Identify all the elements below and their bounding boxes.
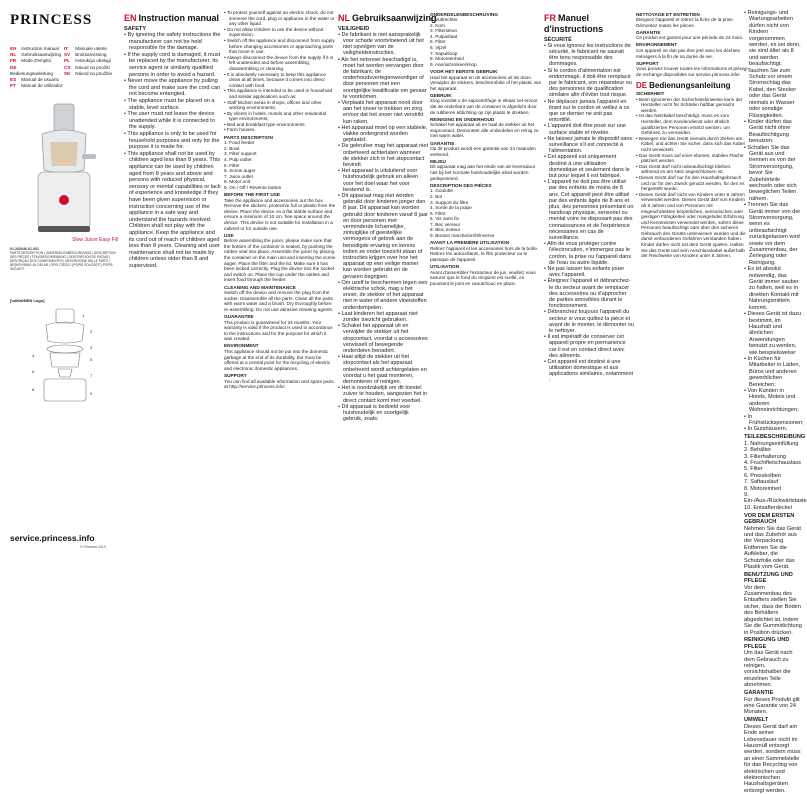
en-part-item: 4. Pulp outlet	[224, 156, 252, 162]
nl-guarantee-heading: GARANTIE	[430, 140, 455, 146]
nl-safety-item: • Het apparaat is uitsluitend voor huishoudelijk gebruik en alleen voor het doel waar het voor bestemd is.	[338, 168, 428, 193]
en-clean-text: Switch off the device and remove the plug from the socket. Disassemble all the parts. Clean all the parts with warm water and a brush. Dry thoroughly before re-assembling. Do not use abrasive cleaning agents.	[224, 290, 334, 312]
copyright-date: © Princess 2019	[80, 545, 106, 549]
de-safety-item: • Das Gerät darf nicht unbeaufsichtigt bleiben, während es am Netz angeschlossen ist.	[636, 164, 748, 175]
de-title: DE Bedienungsanleitung	[636, 80, 731, 90]
de-part-item: 10. Entsafterdeckel	[744, 504, 792, 511]
fr-de-column	[636, 10, 748, 570]
de-environment-heading: UMWELT	[744, 717, 769, 724]
en-guarantee-heading: GUARANTEE	[224, 313, 254, 319]
nl-use-heading: GEBRUIK	[430, 92, 452, 98]
language-label: Instrukcja obsługi	[74, 58, 111, 64]
de-part-item: 6. Presskolben	[744, 472, 782, 479]
fr-parts-heading: DESCRIPTION DES PIÈCES	[430, 182, 492, 188]
language-code: FR	[10, 58, 17, 64]
en-use-text: Before assembling the juicer, please make sure that the bottom of the container is sealed, by pushing the rubber seal into place. Assemble the juicer by placing the container on the main unit and inserting the screw auger. Place the filter and the lid. Make sure it has been locked correctly. Plug the device into the socket and switch on. Place the cup under the outlets and insert food through the feeder.	[224, 238, 336, 283]
language-label: Bedienungsanleitung	[10, 70, 53, 76]
language-item-sk	[64, 71, 118, 77]
language-label: Manual de usuario	[20, 77, 60, 83]
fr-support-heading: SUPPORT	[636, 60, 659, 66]
de-parts-list	[744, 440, 807, 511]
language-label: Gebruiksaanwijzing	[20, 52, 62, 58]
nl-safety-heading: VEILIGHEID	[338, 25, 370, 32]
nl-part-item: 6. Vijzel	[430, 45, 447, 51]
nl-environment-heading: MILIEU	[430, 158, 446, 164]
de-safety-item: • Ist das Netzkabel beschädigt, muss es vom Hersteller, dem Kundendienst oder ähnlich qualifizierten Personen ersetzt werden, um Gefahren zu vermeiden.	[636, 113, 748, 135]
en-part-item: 3. Filter support	[224, 151, 257, 157]
de-safety-item: • Es ist absolut notwendig, das Gerät immer sauber zu halten, weil es in direkten Kontakt mit Nahrungsmitteln kommt.	[744, 266, 802, 311]
brand-logo: PRINCESS	[10, 12, 93, 28]
de-safety-item: • Trennen Sie das Gerät immer von der Stromversorgung, wenn es unbeaufsichtigt zurückgelassen wird sowie vor dem Zusammenbau, der Zerlegung oder Reinigung.	[744, 202, 802, 266]
fr-safety-item: • Ne pas laisser les enfants jouer avec l'appareil.	[544, 266, 634, 278]
svg-text:6: 6	[32, 369, 35, 374]
language-label: Návod na použitie	[74, 70, 113, 76]
de-column-2	[744, 10, 807, 794]
language-item-pt	[10, 83, 64, 89]
en-before-heading: BEFORE THE FIRST USE	[224, 192, 280, 197]
fr-use-text: Avant d'assembler l'extracteur de jus, veuillez vous assurer que le fond du récipient est scellé, en poussant le joint en caoutchouc en place.	[430, 269, 536, 286]
svg-text:4: 4	[32, 353, 35, 358]
nl-before-text: Haal het apparaat en de accessoires uit de doos. Verwijder de stickers, beschermfolie of het plastic van het apparaat.	[430, 74, 542, 91]
language-code: ES	[10, 77, 17, 83]
fr-safety-list	[544, 43, 634, 384]
de-before-heading: VOR DEM ERSTEN GEBRAUCH	[744, 512, 795, 526]
language-code: SV	[64, 52, 71, 58]
nl-part-item: 1. Vultrechter	[430, 17, 458, 23]
fr-environment-text: Cet appareil ne doit pas être jeté avec les déchets ménagers à la fin de sa durée de vie.	[636, 48, 740, 59]
fr-safety-item: • Ne laissez jamais le dispositif sans surveillance s'il est connecté à l'alimentation.	[544, 136, 634, 155]
fr-safety-item: • Cet appareil est destiné à une utilisation domestique et aux applications similaires, notamment :	[544, 359, 634, 384]
de-safety-item: • In Küchen für Mitarbeiter in Läden, Büros und anderen gewerblichen Bereichen;	[744, 356, 802, 388]
fr-part-item: 3. Support du filtre	[430, 199, 469, 205]
de-part-item: 2. Behälter	[744, 447, 772, 454]
fr-support-text: Vous pouvez trouver toutes les informations et pièces de rechange disponibles sur service.princess.info!	[636, 66, 747, 77]
de-guarantee-heading: GARANTIE	[744, 690, 774, 697]
de-part-item: 4. Fruchtfleischauslass	[744, 459, 801, 466]
en-safety-item: • The user must not leave the device unattended while it is connected to the supply.	[124, 111, 221, 131]
fr-part-item: 2. Bol	[430, 193, 442, 199]
en-safety-item: • Never move the appliance by pulling the cord and make sure the cord can not become entangled.	[124, 78, 221, 98]
model-reference: 01.202046.01.001	[10, 247, 39, 251]
en-part-item: 7. Juice outlet	[224, 173, 253, 179]
fr-part-item: 8. Bloc moteur	[430, 227, 461, 233]
en-safety-list	[124, 32, 221, 269]
en-title: EN Instruction manual	[124, 13, 220, 23]
fr-part-item: 9. Bouton marche/arrêt/inverse	[430, 233, 495, 239]
language-code: PT	[10, 83, 16, 89]
de-safety-item: • Das Gerät muss auf einer ebenen, stabilen Fläche platziert werden.	[636, 153, 748, 164]
en-safety-item: • It is absolutely necessary to keep this appliance clean at all times, because it comes into direct contact with food.	[224, 72, 336, 89]
en-safety-list-continued	[224, 10, 336, 133]
parts-description-titles: PARTS DESCRIPTION | ONDERDELENBESCHRIJVING | DESCRIPTION DES PIÈCES | TEILEBESCHREIBUNG | DESCRIPCIÓN DE PIEZAS | DESCRIÇÃO DOS COMPONENTES | DESCRIZIONE DELLE PARTI | BESKRIVNING AV DELAR | OPIS CZĘŚCI | POPIS SOUČÁSTÍ | POPIS SÚČASTÍ	[10, 251, 116, 272]
nl-safety-item: • Schakel het apparaat uit en verwijder de stekker uit het stopcontact, voordat u accessoires verwisselt of bewegende onderdelen benadert.	[338, 323, 428, 354]
nl-parts-list	[430, 17, 542, 67]
fr-safety-item: • Éteignez l'appareil et débranchez-le du secteur avant de remplacer des accessoires ou d'approcher de parties amovibles durant le fonctionnement.	[544, 278, 634, 309]
cover-panel	[0, 0, 122, 575]
fr-safety-item: • Débranchez toujours l'appareil du secteur si vous quittez la pièce et avant de le monter, le démonter ou le nettoyer.	[544, 309, 634, 334]
nl-parts-heading: ONDERDELENBESCHRIJVING	[430, 11, 498, 17]
svg-text:8: 8	[32, 387, 35, 392]
language-code: EN	[10, 46, 17, 51]
nl-part-item: 4. Pulpuitlaat	[430, 33, 458, 39]
fr-clean-text: Éteignez l'appareil et retirez la fiche de la prise. Démontez toutes les pièces.	[636, 17, 735, 28]
fr-environment-heading: ENVIRONNEMENT	[636, 42, 678, 48]
language-code: IT	[64, 46, 69, 51]
de-safety-item: • Dieses Gerät darf nicht von Kindern unter 8 Jahren verwendet werden. Dieses Gerät darf von Kindern ab 8 Jahren und von Personen mit eingeschränkten körperlichen, sensorischen oder geistigen Fähigkeiten oder mangelnder Erfahrung und Kenntnissen verwendet werden, sofern diese Personen beaufsichtigt oder über den sicheren Gebrauch des Geräts unterwiesen wurden und die damit verbundenen Gefahren verstanden haben. Kinder dürfen nicht mit dem Gerät spielen. Halten Sie das Gerät und sein Anschlusskabel außerhalb der Reichweite von Kindern unter 8 Jahren.	[636, 192, 748, 259]
website-url[interactable]: service.princess.info	[10, 533, 95, 543]
fr-part-item: 5. Filtre	[430, 210, 446, 216]
de-part-item: 1. Nahrungseinfüllung	[744, 440, 799, 447]
language-item-de	[10, 65, 64, 77]
en-before-text: Take the appliance and accessories out the box. Remove the stickers, protective foil or plastic from the device. Place the device on a flat stable surface and ensure a minimum of 10 cm. free space around the device. This device is not suitable for installation in a cabinet or for outside use.	[224, 197, 336, 231]
de-safety-item: • Kinder dürfen das Gerät nicht ohne Beaufsichtigung benutzen.	[744, 119, 802, 145]
en-safety-item: • The appliance must be placed on a stable, level surface.	[124, 98, 221, 111]
de-environment-text: Dieses Gerät darf am Ende seiner Lebensdauer nicht im Hausmüll entsorgt werden, sondern muss an einer Sammelstelle für das Recycling von elektrischen und elektronischen Haushaltsgeräten entsorgt werden.	[744, 723, 801, 794]
nl-safety-item: • Om uzelf te beschermen tegen een elektrische schok, mag u het snoer, de stekker of het apparaat niet in water of andere vloeistoffen onderdompelen.	[338, 280, 428, 311]
de-safety-item: • Beim Ignorieren der Sicherheitshinweise kann der Hersteller nicht für Schäden haftbar gemacht werden.	[636, 97, 748, 114]
nl-column-2	[430, 10, 542, 570]
nl-safety-item: • Laat kinderen het apparaat niet zonder toezicht gebruiken.	[338, 311, 428, 323]
language-code: PL	[64, 58, 70, 64]
nl-part-item: 5. Filter	[430, 39, 446, 45]
fr-title: FR Manuel d'instructions	[544, 13, 604, 34]
de-safety-item: • Dieses Gerät ist dazu bestimmt, im Haushalt und ähnlichen Anwendungen benutzt zu werden, wie beispielsweise:	[744, 311, 802, 356]
svg-text:7: 7	[90, 373, 93, 378]
fr-column-1	[544, 10, 634, 570]
nl-before-heading: VOOR HET EERSTE GEBRUIK	[430, 68, 498, 74]
de-safety-item: • In Gutshäusern.	[744, 426, 802, 432]
de-clean-text: Um das Gerät nach dem Gebrauch zu reinigen, vorsichtshalber die einzelnen Teile abnehmen.	[744, 650, 793, 689]
en-safety-item: • Bed and breakfast type environments.	[224, 122, 336, 128]
svg-text:1: 1	[82, 313, 85, 318]
nl-safety-item: • Dit apparaat is bedoeld voor huishoudelijk en soortgelijk gebruik, zoals:	[338, 404, 428, 423]
language-label: Mode d'emploi	[20, 58, 52, 64]
nl-title: NL Gebruiksaanwijzing	[338, 13, 437, 23]
language-code: NL	[10, 52, 17, 58]
de-part-item: 7. Saftauslauf	[744, 479, 779, 486]
en-safety-item: • By ignoring the safety instructions the manufacturer can not be held responsible for the damage.	[124, 32, 221, 52]
de-safety-item: • Tauchen Sie zum Schutz vor einem Stromschlag das Kabel, den Stecker oder das Gerät niemals in Wasser oder sonstige Flüssigkeiten.	[744, 68, 802, 119]
svg-text:9: 9	[90, 391, 93, 396]
de-part-item: 9. Ein-/Aus-/Rückwärtstaste	[744, 491, 807, 505]
nl-safety-item: • Het apparaat moet op een stabiele, vlakke ondergrond worden geplaatst.	[338, 125, 428, 144]
nl-part-item: 8. Motoreenheid	[430, 56, 464, 62]
nl-safety-item: • Verplaats het apparaat nooit door aan het snoer te trekken en zorg ervoor dat het snoer niet verstrikt kan raken.	[338, 100, 428, 125]
de-part-item: 3. Filterhalterung	[744, 453, 786, 460]
svg-text:2: 2	[90, 329, 93, 334]
en-safety-item: • Do not allow children to use the device without supervision.	[224, 27, 336, 38]
nl-clean-heading: REINIGING EN ONDERHOUD	[430, 116, 495, 122]
en-support-heading: SUPPORT	[224, 372, 247, 378]
fr-use-heading: UTILISATION	[430, 264, 460, 270]
de-safety-item: • Bewegen Sie das Gerät niemals durch Ziehen am Kabel, und achten Sie sicher, dass sich das Kabel nicht verwickelt.	[636, 136, 748, 153]
en-parts-heading: PARTS DESCRIPTION	[224, 134, 273, 140]
nl-safety-item: • De fabrikant is niet aansprakelijk voor schade voortvloeiend uit het niet opvolgen van de veiligheidsinstructies.	[338, 32, 428, 57]
en-safety-item: • This appliance shall not be used by children aged less than 8 years. This appliance can be used by children aged from 8 years and above and persons with reduced physical, sensory or mental capabilities or lack of experience and knowledge if they have been given supervision or instruction concerning use of the appliance in a safe way and understand the hazards involved. Children shall not play with the appliance. Keep the appliance and its cord out of reach of children aged less than 8 years. Cleaning and user maintenance shall not be made by children unless older than 8 and supervised.	[124, 151, 221, 270]
en-safety-item: • Staff kitchen areas in shops, offices and other working environments;	[224, 100, 336, 111]
parts-description-banner	[10, 247, 122, 272]
fr-part-item: 7. Bec verseur	[430, 221, 461, 227]
nl-safety-item: • Als het netsnoer beschadigd is, moet het worden vervangen door de fabrikant, de onderhoudsvertegenwoordiger of door personen met een soortgelijke kwalificatie om gevaar te voorkomen.	[338, 57, 428, 100]
nl-safety-item: • Dit apparaat mag niet worden gebruikt door kinderen jonger dan 8 jaar. Dit apparaat kan worden gebruikt door kinderen vanaf 8 jaar en door personen met verminderde lichamelijke, zintuiglijke of geestelijke vermogens of gebrek aan de benodigde ervaring en kennis indien ze onder toezicht staan of instructies krijgen over hoe het apparaat op een veilige manier kan worden gebruikt en de gevaren begrijpen.	[338, 193, 428, 280]
de-safety-item: • In Frühstückspensionen;	[744, 414, 802, 427]
nl-safety-item: • De gebruiker mag het apparaat niet onbeheerd achterlaten wanneer de stekker zich in het stopcontact bevindt.	[338, 143, 428, 168]
en-part-item: 2. Bowl	[224, 145, 240, 151]
en-safety-item: • Always disconnect the device from the supply if it is left unattended and before assembling, disassembling or cleaning.	[224, 55, 336, 72]
fr-parts-list	[430, 188, 542, 238]
en-safety-item: • Farm houses.	[224, 127, 336, 133]
nl-part-item: 9. Aan/uit/omkeerknop	[430, 61, 477, 67]
en-use-heading: USE	[224, 232, 234, 238]
en-guarantee-text: This product is guaranteed for 24 months. Your warranty is valid if the product is used in accordance to the instructions and for the purpose for which it was created.	[224, 319, 333, 342]
fr-safety-item: • Il est impératif de conserver cet appareil propre en permanence car il est en contact direct avec des aliments.	[544, 334, 634, 359]
diagram-label: [\u00a0NEN Logo]	[10, 298, 45, 303]
en-part-item: 1. Food feeder	[224, 140, 255, 146]
fr-safety-item: • Afin de vous protéger contre l'électrocution, n'immergez pas le cordon, la prise ou l'appareil dans de l'eau ou autre liquide.	[544, 241, 634, 266]
language-label: Návod na použití	[74, 64, 110, 70]
exploded-parts-diagram	[12, 305, 120, 405]
fr-before-heading: AVANT LA PREMIÈRE UTILISATION	[430, 240, 509, 246]
fr-safety-item: • L'appareil ne doit pas être utilisé par des enfants de moins de 8 ans. Cet appareil peut être utilisé par des enfants âgés de 8 ans et plus, des personnes présentant un handicap physique, sensoriel ou mental voire ne disposant pas des connaissances et de l'expérience nécessaires en cas de surveillance.	[544, 179, 634, 241]
en-column-2	[224, 10, 336, 570]
nl-part-item: 3. Filtersteun	[430, 28, 458, 34]
en-safety-item: • Switch off the appliance and disconnect from supply before changing accessories or approaching parts that move in use.	[224, 38, 336, 55]
de-use-text: Vor dem Zusammenbau des Entsafters stellen Sie sicher, dass der Boden des Behälters abgedichtet ist, indem Sie die Gummidichtung in Position drücken.	[744, 584, 802, 636]
en-environment-heading: ENVIRONMENT	[224, 343, 259, 349]
fr-guarantee-heading: GARANTIE	[636, 29, 661, 35]
de-guarantee-text: Für dieses Produkt gilt eine Garantie von 24 Monaten.	[744, 696, 800, 716]
fr-safety-heading: SÉCURITÉ	[544, 36, 572, 43]
nl-part-item: 2. Kom	[430, 22, 445, 28]
language-label: Manual de utilizador	[20, 83, 63, 89]
de-safety-heading: SICHERHEIT	[636, 91, 665, 97]
en-parts-list	[224, 140, 336, 190]
fr-safety-item: • Ne déplacez jamais l'appareil en tirant sur le cordon et veillez à ce que ce dernier ne soit pas entortillé.	[544, 99, 634, 124]
de-safety-item: • Reinigungs- und Wartungsarbeiten dürfen nicht von Kindern vorgenommen werden, es sei denn, sie sind älter als 8 und werden beaufsichtigt.	[744, 10, 802, 68]
fr-part-item: 1. Goulotte	[430, 188, 453, 194]
de-safety-item: • Schalten Sie das Gerät aus und trennen es von der Stromversorgung, bevor Sie Zubehörteile wechseln oder sich beweglichen Teilen nähern.	[744, 145, 802, 203]
en-clean-heading: CLEANING AND MAINTENANCE	[224, 284, 296, 290]
de-before-text: Nehmen Sie das Gerät und das Zubehör aus der Verpackung. Entfernen Sie die Aufkleber, die Schutzfolie oder das Plastik vom Gerät.	[744, 525, 801, 570]
de-part-item: 8. Motoreinheit	[744, 485, 782, 492]
language-code: CS	[64, 64, 71, 70]
nl-safety-item: • Haal altijd de stekker uit het stopcontact als het apparaat onbeheerd wordt achtergelaten en voordat u het gaat monteren, demonteren of reinigen.	[338, 354, 428, 385]
svg-text:3: 3	[90, 345, 93, 350]
language-code: DE	[10, 64, 17, 70]
fr-safety-item: • Cet appareil est uniquement destiné à une utilisation domestique et seulement dans le but pour lequel il est fabriqué.	[544, 154, 634, 179]
svg-text:5: 5	[90, 357, 93, 362]
nl-safety-item: • Het is noodzakelijk om dit toestel zuiver te houden, aangezien het in direct contact komt met voedsel.	[338, 385, 428, 404]
en-environment-text: This appliance should not be put into the domestic garbage at the end of its durability, but must be offered at a central point for the recycling of electric and electronic domestic appliances.	[224, 349, 331, 371]
language-label: Instruction manual	[20, 46, 59, 51]
en-part-item: 9. On / Off / Reverse button	[224, 184, 282, 190]
de-safety-list	[636, 97, 748, 259]
nl-clean-text: Schakel het apparaat uit en haal de stekker uit het stopcontact. Demonteer alle onderdelen en reinig ze met warm water.	[430, 122, 539, 139]
fr-part-item: 4. Sortie de la pulpe	[430, 205, 472, 211]
en-safety-item: • This appliance is intended to be used in household and similar applications such as:	[224, 88, 336, 99]
language-label: Bruksanvisning	[74, 52, 107, 58]
en-safety-item: • To protect yourself against an electric shock, do not immerse the cord, plug or appliance in the water or any other liquid.	[224, 10, 336, 27]
en-part-item: 5. Filter	[224, 162, 240, 168]
en-safety-item: • By clients in hotels, motels and other residential type environments;	[224, 111, 336, 122]
de-part-item: 5. Filter	[744, 466, 763, 473]
en-part-item: 8. Motor unit	[224, 179, 251, 185]
nl-use-text: Zorg voordat u de sapcentrifuge in elkaar zet ervoor dat de onderkant van de container is afgedicht door de rubberen afdichting op zijn plaats te drukken.	[430, 98, 538, 115]
juicer-illustration	[24, 100, 104, 235]
nl-environment-text: Dit apparaat mag aan het einde van de levensduur niet bij het normale huishoudelijke afval worden gedeponeerd.	[430, 164, 536, 181]
fr-safety-item: • Si le cordon d'alimentation est endommagé, il doit être remplacé par le fabricant, son réparateur ou des personnes de qualification similaire afin d'éviter tout risque.	[544, 68, 634, 99]
fr-clean-heading: NETTOYAGE ET ENTRETIEN	[636, 11, 700, 17]
en-safety-item: • This appliance is only to be used for household purposes and only for the purpose it is made for.	[124, 131, 221, 151]
fr-part-item: 6. Vis sans fin	[430, 216, 460, 222]
nl-part-item: 7. Sapuitloop	[430, 50, 458, 56]
model-name: Slow Juicer Easy Fill	[72, 237, 118, 243]
en-support-text: You can find all available information and spare parts at http://service.princess.info!	[224, 378, 334, 390]
de-safety-item: • Dieses Gerät darf nur für den Haushaltsgebrauch und nur für den Zweck genutzt werden, für den es hergestellt wurde.	[636, 175, 748, 192]
language-label: Manuale utente	[74, 46, 107, 51]
fr-safety-item: • Si vous ignorez les instructions de sécurité, le fabricant ne saurait être tenu responsable des dommages.	[544, 43, 634, 68]
de-use-heading: BENUTZUNG UND PFLEGE	[744, 571, 793, 585]
de-parts-heading: TEILEBESCHREIBUNG	[744, 434, 806, 441]
de-clean-heading: REINIGUNG UND PFLEGE	[744, 637, 790, 650]
en-column-1	[124, 10, 221, 570]
en-part-item: 6. Screw auger	[224, 168, 256, 174]
nl-safety-list	[338, 32, 428, 423]
de-safety-list-continued	[744, 10, 802, 433]
language-code: SK	[64, 70, 71, 76]
nl-guarantee-text: Op dit product wordt een garantie van 24 maanden verleend.	[430, 146, 536, 157]
de-safety-item: • Von Kunden in Hotels, Motels und anderen Wohneinrichtungen;	[744, 388, 802, 414]
language-list	[10, 46, 122, 89]
en-safety-heading: SAFETY	[124, 25, 147, 32]
fr-safety-item: • L'appareil doit être posé sur une surface stable et nivelée.	[544, 123, 634, 135]
fr-guarantee-text: Ce produit est garanti pour une période de 24 mois.	[636, 35, 744, 41]
fr-before-text: Retirez l'appareil et les accessoires hors de la boîte. Retirez les autocollants, le film protecteur ou le plastique de l'appareil.	[430, 245, 539, 262]
en-safety-item: • If the supply cord is damaged, it must be replaced by the manufacturer, its service agent or similarly qualified persons in order to avoid a hazard.	[124, 52, 221, 78]
